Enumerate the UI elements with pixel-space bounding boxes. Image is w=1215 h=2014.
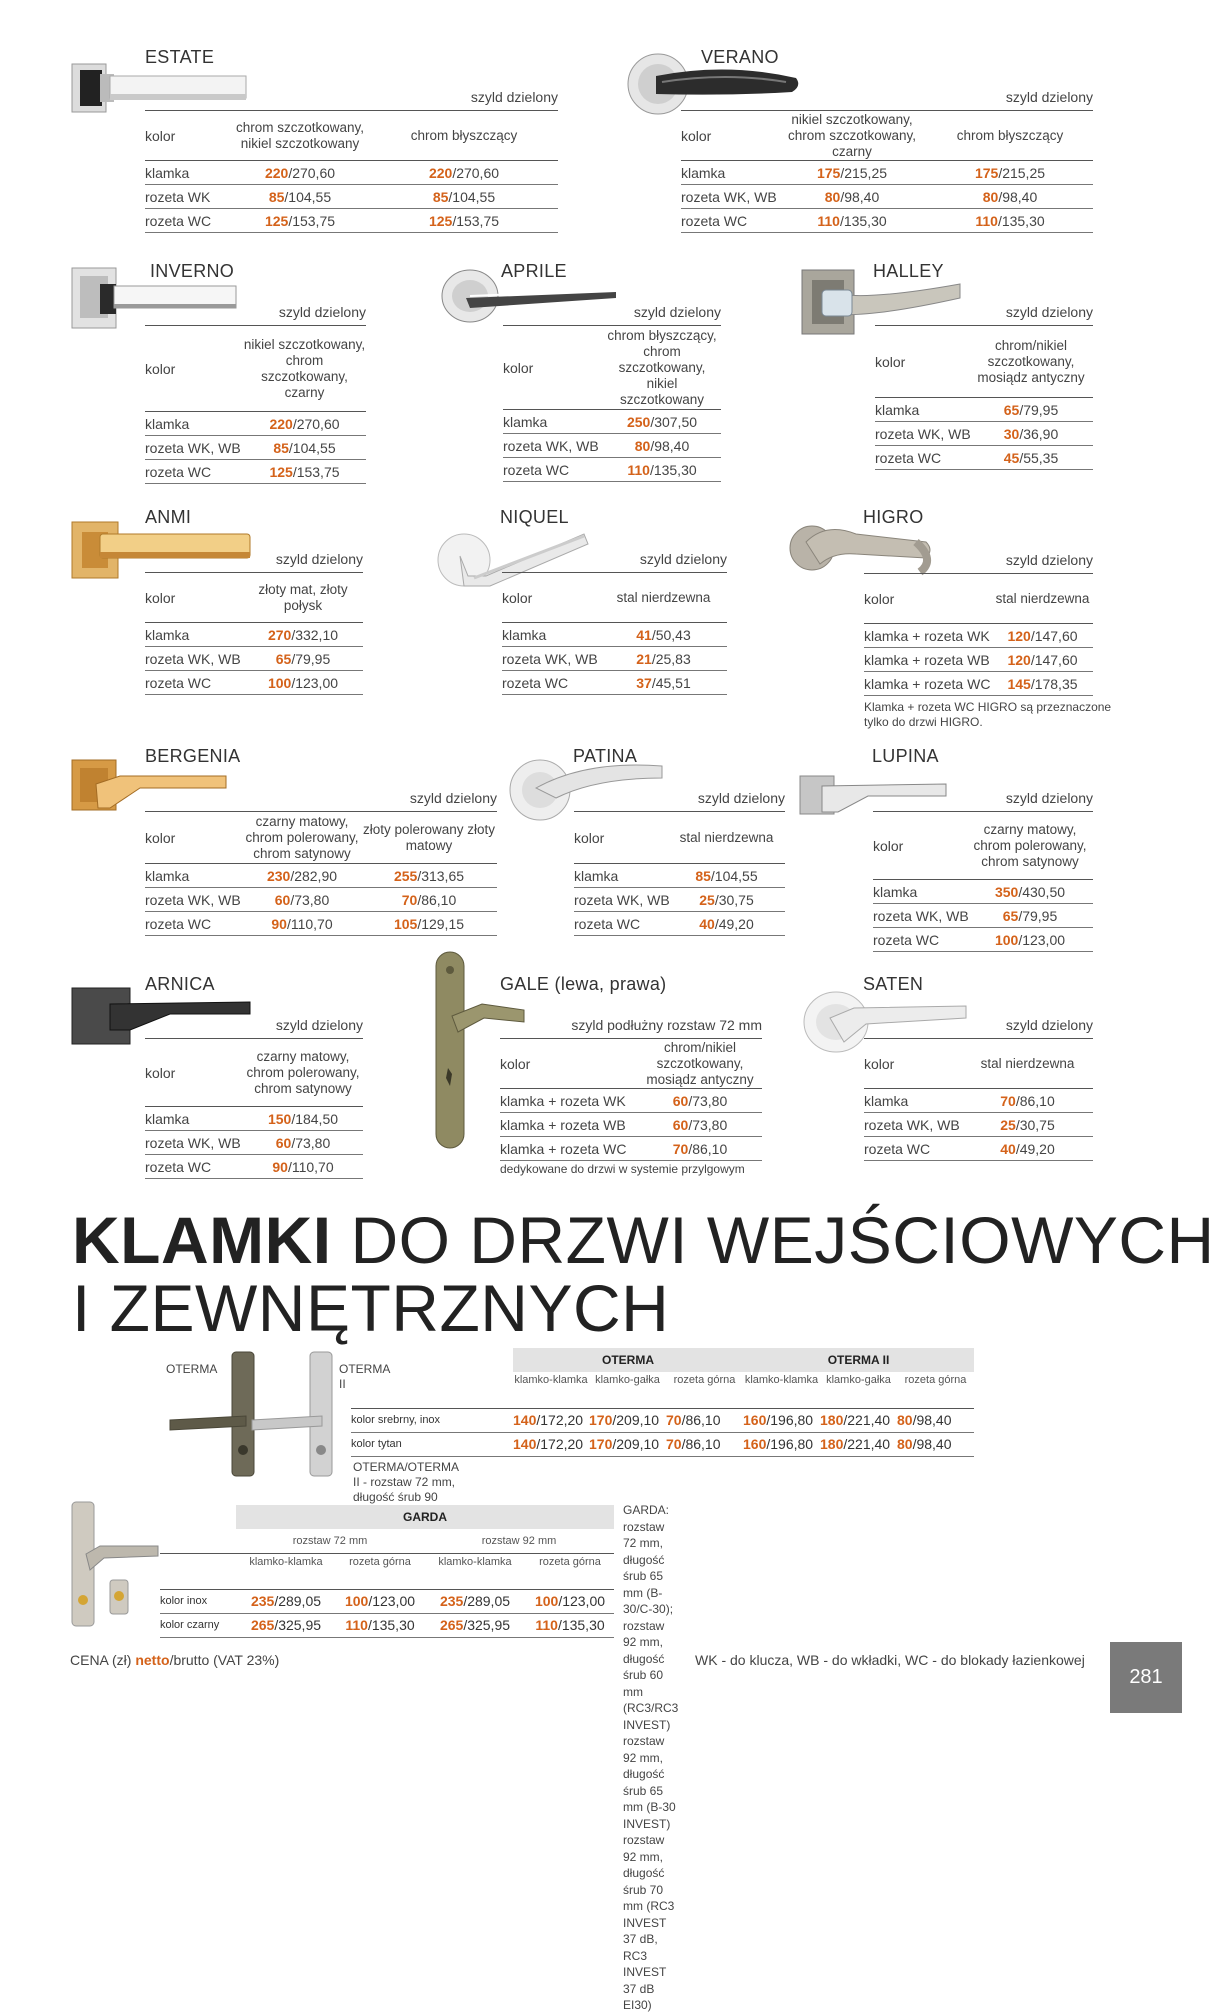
aprile-color-a: chrom błyszczący, chrom szczotkowany, nikiel szczotkowany <box>607 327 717 407</box>
gale-table <box>500 1017 762 1161</box>
niquel-title: NIQUEL <box>500 507 569 527</box>
halley-row: rozeta WC 45/55,35 <box>875 446 1093 470</box>
saten-title: SATEN <box>863 974 924 994</box>
halley-title: HALLEY <box>873 261 944 281</box>
estate-color-b: chrom błyszczący <box>410 127 518 143</box>
verano-table <box>681 89 1093 233</box>
niquel-kolor-label: kolor <box>502 589 533 606</box>
anmi-plate: szyld dzielony <box>145 551 363 573</box>
aprile-table <box>503 304 721 482</box>
inverno-plate: szyld dzielony <box>145 304 366 326</box>
garda-row: kolor inox 235/289,05 100/123,00 235/289,05 100/123,00 <box>160 1589 614 1613</box>
oterma-handle-image <box>166 1350 346 1480</box>
halley-row: rozeta WK, WB 30/36,90 <box>875 422 1093 446</box>
higro-row: klamka + rozeta WB 120/147,60 <box>864 648 1093 672</box>
higro-row: klamka + rozeta WK 120/147,60 <box>864 624 1093 648</box>
garda-col: klamko-klamka <box>249 1555 323 1568</box>
oterma-col: klamko-gałka <box>826 1374 891 1386</box>
gale-plate: szyld podłużny rozstaw 72 mm <box>500 1017 762 1039</box>
anmi-row: rozeta WC 100/123,00 <box>145 671 363 695</box>
estate-row: klamka 220/270,60 220/270,60 <box>145 161 558 185</box>
lupina-color-a: czarny matowy, chrom polerowany, chrom satynowy <box>973 821 1087 869</box>
aprile-plate: szyld dzielony <box>503 304 721 326</box>
section-title-bold: KLAMKI <box>72 1203 332 1277</box>
niquel-table <box>502 551 727 695</box>
inverno-title: INVERNO <box>150 261 235 281</box>
estate-row: rozeta WK 85/104,55 85/104,55 <box>145 185 558 209</box>
bergenia-row: rozeta WK, WB 60/73,80 70/86,10 <box>145 888 497 912</box>
page-number: 281 <box>1110 1642 1182 1713</box>
halley-row: klamka 65/79,95 <box>875 398 1093 422</box>
oterma-col: rozeta górna <box>673 1374 736 1386</box>
saten-row: rozeta WK, WB 25/30,75 <box>864 1113 1093 1137</box>
arnica-kolor-label: kolor <box>145 1064 176 1081</box>
anmi-title: ANMI <box>145 507 192 527</box>
oterma-note: OTERMA/OTERMA II - rozstaw 72 mm, długość śrub 90 <box>353 1460 459 1504</box>
inverno-kolor-label: kolor <box>145 360 176 377</box>
lupina-row: rozeta WC 100/123,00 <box>873 928 1093 952</box>
inverno-table <box>145 304 366 484</box>
garda-sub2: rozstaw 92 mm <box>481 1534 557 1547</box>
saten-table <box>864 1017 1093 1161</box>
verano-color-a: nikiel szczotkowany, chrom szczotkowany, czarny <box>787 111 917 159</box>
verano-kolor-label: kolor <box>681 127 712 144</box>
patina-title: PATINA <box>573 746 638 766</box>
oterma-col: klamko-klamka <box>514 1374 588 1386</box>
garda-notes: GARDA: rozstaw 72 mm, długość śrub 65 mm (B-30/C-30); rozstaw 92 mm, długość śrub 60 mm (RC3/RC3 INVEST) rozstaw 92 mm, długość śrub 65 mm (B-30 INVEST) rozstaw 92 mm, długość śrub 70 mm (RC3 INVEST 37 dB, RC3 INVEST 37 dB EI30) <box>623 1503 679 2012</box>
bergenia-row: klamka 230/282,90 255/313,65 <box>145 864 497 888</box>
patina-color-a: stal nierdzewna <box>679 829 774 845</box>
higro-note: Klamka + rozeta WC HIGRO są przeznaczone tylko do drzwi HIGRO. <box>864 700 1112 729</box>
arnica-color-a: czarny matowy, chrom polerowany, chrom satynowy <box>246 1048 360 1096</box>
patina-row: klamka 85/104,55 <box>574 864 785 888</box>
halley-color-a: chrom/nikiel szczotkowany, mosiądz antyczny <box>977 337 1085 385</box>
higro-title: HIGRO <box>863 507 924 527</box>
lupina-table <box>873 790 1093 952</box>
arnica-plate: szyld dzielony <box>145 1017 363 1039</box>
gale-color-a: chrom/nikiel szczotkowany, mosiądz antyczny <box>646 1039 754 1087</box>
oterma-col: klamko-klamka <box>744 1374 819 1386</box>
lupina-plate: szyld dzielony <box>873 790 1093 812</box>
bergenia-kolor-label: kolor <box>145 829 176 846</box>
arnica-title: ARNICA <box>145 974 215 994</box>
verano-row: rozeta WK, WB 80/98,40 80/98,40 <box>681 185 1093 209</box>
arnica-row: klamka 150/184,50 <box>145 1107 363 1131</box>
bergenia-color-a: czarny matowy, chrom polerowany, chrom satynowy <box>245 813 359 861</box>
bergenia-table <box>145 790 497 936</box>
halley-table <box>875 304 1093 470</box>
inverno-row: rozeta WC 125/153,75 <box>145 460 366 484</box>
inverno-row: klamka 220/270,60 <box>145 412 366 436</box>
lupina-row: klamka 350/430,50 <box>873 880 1093 904</box>
niquel-color-a: stal nierdzewna <box>616 589 711 605</box>
anmi-row: klamka 270/332,10 <box>145 623 363 647</box>
garda-title: GARDA <box>236 1505 614 1529</box>
anmi-row: rozeta WK, WB 65/79,95 <box>145 647 363 671</box>
garda-col: rozeta górna <box>349 1555 411 1568</box>
higro-table <box>864 552 1093 696</box>
aprile-title: APRILE <box>501 261 567 281</box>
oterma2-label: OTERMA II <box>339 1362 390 1391</box>
lupina-row: rozeta WK, WB 65/79,95 <box>873 904 1093 928</box>
bergenia-row: rozeta WC 90/110,70 105/129,15 <box>145 912 497 936</box>
lupina-kolor-label: kolor <box>873 837 904 854</box>
anmi-table <box>145 551 363 695</box>
saten-row: klamka 70/86,10 <box>864 1089 1093 1113</box>
patina-kolor-label: kolor <box>574 829 605 846</box>
patina-row: rozeta WC 40/49,20 <box>574 912 785 936</box>
section-title <box>72 1203 1215 1345</box>
garda-handle-image <box>70 1500 160 1632</box>
gale-row: klamka + rozeta WK 60/73,80 <box>500 1089 762 1113</box>
oterma-row: kolor srebrny, inox 140/172,20 170/209,10 70/86,10 160/196,80 180/221,40 80/98,40 <box>351 1408 974 1432</box>
higro-kolor-label: kolor <box>864 590 895 607</box>
halley-plate: szyld dzielony <box>875 304 1093 326</box>
gale-kolor-label: kolor <box>500 1055 531 1072</box>
oterma2-group-head: OTERMA II <box>743 1348 974 1372</box>
niquel-row: klamka 41/50,43 <box>502 623 727 647</box>
garda-col: rozeta górna <box>539 1555 601 1568</box>
saten-kolor-label: kolor <box>864 1055 895 1072</box>
halley-kolor-label: kolor <box>875 353 906 370</box>
oterma-group-head: OTERMA <box>513 1348 743 1372</box>
lupina-title: LUPINA <box>872 746 939 766</box>
niquel-row: rozeta WC 37/45,51 <box>502 671 727 695</box>
estate-kolor-label: kolor <box>145 127 176 144</box>
saten-plate: szyld dzielony <box>864 1017 1093 1039</box>
estate-title: ESTATE <box>145 47 215 67</box>
anmi-kolor-label: kolor <box>145 589 176 606</box>
patina-plate: szyld dzielony <box>574 790 785 812</box>
higro-color-a: stal nierdzewna <box>995 590 1090 606</box>
section-title-line2: I ZEWNĘTRZNYCH <box>72 1271 670 1345</box>
inverno-color-a: nikiel szczotkowany, chrom szczotkowany, czarny <box>243 336 366 400</box>
higro-row: klamka + rozeta WC 145/178,35 <box>864 672 1093 696</box>
garda-col: klamko-klamka <box>438 1555 512 1568</box>
patina-row: rozeta WK, WB 25/30,75 <box>574 888 785 912</box>
oterma-row: kolor tytan 140/172,20 170/209,10 70/86,10 160/196,80 180/221,40 80/98,40 <box>351 1432 974 1456</box>
patina-table <box>574 790 785 936</box>
arnica-table <box>145 1017 363 1179</box>
aprile-kolor-label: kolor <box>503 359 534 376</box>
price-legend: CENA (zł) netto/brutto (VAT 23%) <box>70 1652 280 1668</box>
verano-plate: szyld dzielony <box>681 89 1093 111</box>
bergenia-color-b: złoty polerowany złoty matowy <box>362 821 496 853</box>
estate-plate: szyld dzielony <box>145 89 558 111</box>
aprile-row: rozeta WC 110/135,30 <box>503 458 721 482</box>
section-title-rest: DO DRZWI WEJŚCIOWYCH <box>331 1203 1215 1277</box>
gale-note: dedykowane do drzwi w systemie przylgowym <box>500 1162 745 1176</box>
verano-color-b: chrom błyszczący <box>956 127 1064 143</box>
saten-row: rozeta WC 40/49,20 <box>864 1137 1093 1161</box>
gale-row: klamka + rozeta WC 70/86,10 <box>500 1137 762 1161</box>
verano-row: klamka 175/215,25 175/215,25 <box>681 161 1093 185</box>
anmi-color-a: złoty mat, złoty połysk <box>258 581 348 613</box>
verano-row: rozeta WC 110/135,30 110/135,30 <box>681 209 1093 233</box>
niquel-row: rozeta WK, WB 21/25,83 <box>502 647 727 671</box>
saten-color-a: stal nierdzewna <box>980 1055 1075 1071</box>
bergenia-title: BERGENIA <box>145 746 241 766</box>
inverno-row: rozeta WK, WB 85/104,55 <box>145 436 366 460</box>
garda-table <box>160 1505 614 1638</box>
garda-row: kolor czarny 265/325,95 110/135,30 265/325,95 110/135,30 <box>160 1613 614 1637</box>
higro-plate: szyld dzielony <box>864 552 1093 574</box>
estate-table <box>145 89 558 233</box>
abbreviation-legend: WK - do klucza, WB - do wkładki, WC - do blokady łazienkowej <box>695 1652 1085 1668</box>
oterma-col: rozeta górna <box>904 1374 967 1386</box>
aprile-row: klamka 250/307,50 <box>503 410 721 434</box>
oterma-table <box>351 1348 974 1457</box>
gale-title: GALE (lewa, prawa) <box>500 974 667 994</box>
niquel-plate: szyld dzielony <box>502 551 727 573</box>
aprile-row: rozeta WK, WB 80/98,40 <box>503 434 721 458</box>
arnica-row: rozeta WC 90/110,70 <box>145 1155 363 1179</box>
arnica-row: rozeta WK, WB 60/73,80 <box>145 1131 363 1155</box>
oterma-col: klamko-gałka <box>595 1374 660 1386</box>
estate-row: rozeta WC 125/153,75 125/153,75 <box>145 209 558 233</box>
bergenia-plate: szyld dzielony <box>145 790 497 812</box>
estate-color-a: chrom szczotkowany, nikiel szczotkowany <box>235 119 365 151</box>
gale-row: klamka + rozeta WB 60/73,80 <box>500 1113 762 1137</box>
garda-sub1: rozstaw 72 mm <box>292 1534 368 1547</box>
oterma-label: OTERMA <box>166 1362 218 1376</box>
verano-title: VERANO <box>701 47 779 67</box>
